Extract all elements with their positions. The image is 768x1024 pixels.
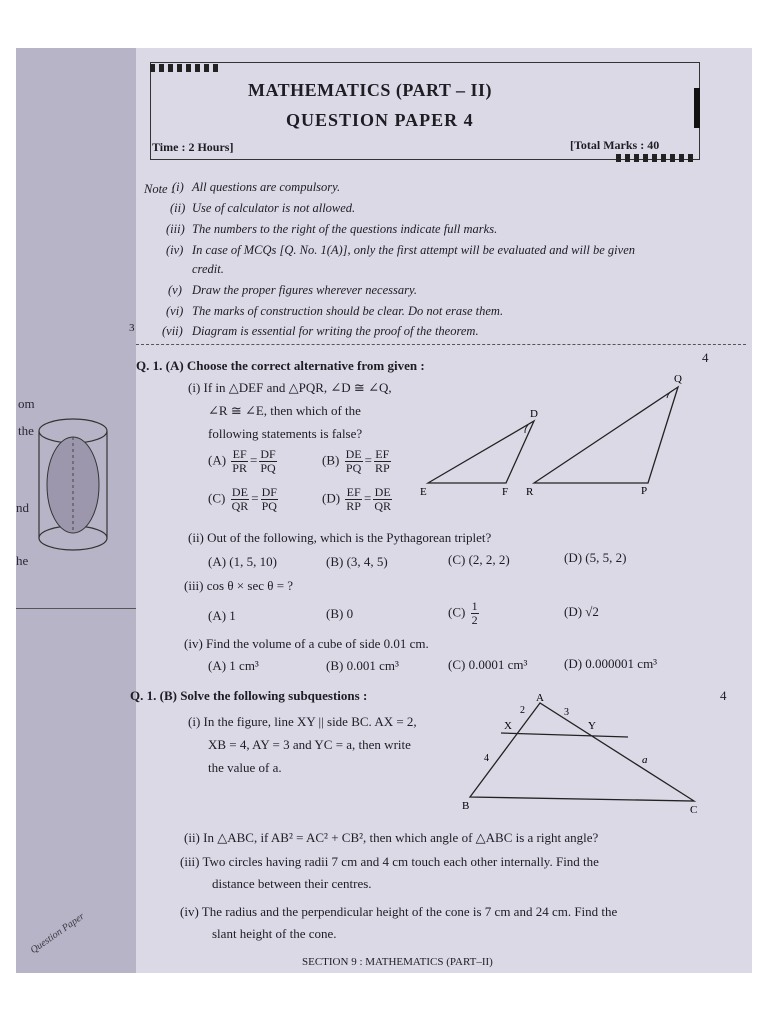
- left-page-corner-text: Question Paper: [28, 910, 87, 957]
- left-page-divider: [16, 608, 144, 609]
- segment-label-xb: 4: [484, 753, 489, 764]
- fraction-numerator: DF: [261, 485, 277, 499]
- q1a-ii-question: (ii) Out of the following, which is the Pythagorean triplet?: [188, 530, 492, 545]
- note-label: Note :: [144, 182, 175, 196]
- cylinder-sphere-figure: [36, 403, 111, 563]
- vertex-label-r: R: [526, 486, 534, 498]
- fraction-denominator: RP: [346, 499, 361, 513]
- q1a-i-line: following statements is false?: [208, 426, 363, 441]
- note-number: (vi): [166, 304, 184, 318]
- segment-label-yc: a: [642, 754, 648, 766]
- note-number: (iv): [166, 243, 184, 257]
- q1b-marks: 4: [720, 688, 727, 703]
- equals-sign: =: [364, 452, 372, 468]
- note-text: The marks of construction should be clear. Do not erase them.: [192, 304, 504, 318]
- q1a-marks: 4: [702, 350, 709, 365]
- paper-title: MATHEMATICS (PART – II): [248, 80, 493, 100]
- left-facing-page: [16, 48, 144, 973]
- fraction-numerator: DE: [374, 485, 391, 499]
- triangle-abc: [470, 703, 694, 801]
- option-label: (A): [208, 452, 227, 468]
- q1b-ii-question: (ii) In △ABC, if AB² = AC² + CB², then which angle of △ABC is a right angle?: [184, 830, 599, 845]
- note-text: In case of MCQs [Q. No. 1(A)], only the first attempt will be evaluated and will be given: [192, 243, 635, 257]
- margin-number: 3: [129, 322, 135, 334]
- q1a-iv-option-d: (D) 0.000001 cm³: [564, 656, 658, 671]
- paper-subtitle: QUESTION PAPER 4: [286, 110, 474, 130]
- q1a-iv-option-a: (A) 1 cm³: [208, 658, 259, 673]
- q1a-iv-option-b: (B) 0.001 cm³: [326, 658, 399, 673]
- line-xy: [501, 733, 628, 737]
- vertex-label-c: C: [690, 804, 698, 813]
- q1b-i-line: the value of a.: [208, 760, 282, 775]
- q1b-heading: Q. 1. (B) Solve the following subquestions :: [130, 688, 368, 703]
- q1a-i-option-c: [208, 486, 280, 513]
- q1a-iii-option-c: [448, 600, 481, 627]
- fraction-numerator: EF: [232, 447, 247, 461]
- q1a-ii-option-c: (C) (2, 2, 2): [448, 552, 510, 567]
- fraction-denominator: PQ: [345, 461, 362, 475]
- left-page-text: the: [18, 423, 34, 438]
- q1a-ii-option-a: (A) (1, 5, 10): [208, 554, 277, 569]
- header-decoration: [616, 154, 696, 162]
- q1b-iii-line: distance between their centres.: [212, 876, 372, 891]
- option-label: (C): [448, 604, 466, 620]
- fraction-denominator: PQ: [260, 461, 276, 475]
- total-marks: [Total Marks : 40: [570, 138, 660, 152]
- option-label: (B): [322, 452, 340, 468]
- note-text: Use of calculator is not allowed.: [192, 201, 356, 215]
- fraction-numerator: DE: [231, 485, 248, 499]
- q1b-iv-line: (iv) The radius and the perpendicular height of the cone is 7 cm and 24 cm. Find the: [180, 904, 618, 919]
- note-text: All questions are compulsory.: [192, 180, 341, 194]
- fraction-denominator: PR: [232, 461, 247, 475]
- segment-label-ax: 2: [520, 705, 525, 716]
- q1a-i-line: (i) If in △DEF and △PQR, ∠D ≅ ∠Q,: [188, 380, 392, 395]
- equals-sign: =: [249, 452, 258, 468]
- note-text: credit.: [192, 262, 224, 276]
- time-allowed: Time : 2 Hours]: [152, 140, 234, 154]
- vertex-label-e: E: [420, 486, 427, 498]
- fraction-numerator: DF: [260, 447, 276, 461]
- option-label: (C): [208, 490, 226, 506]
- q1a-iii-option-a: (A) 1: [208, 608, 236, 623]
- fraction-numerator: EF: [375, 447, 390, 461]
- q1b-iii-line: (iii) Two circles having radii 7 cm and 4 cm touch each other internally. Find the: [180, 854, 599, 869]
- note-number: (ii): [170, 201, 186, 215]
- note-text: Diagram is essential for writing the proof of the theorem.: [192, 324, 479, 338]
- fraction-numerator: DE: [345, 447, 362, 461]
- fraction-denominator: QR: [374, 499, 391, 513]
- left-page-text: nd: [16, 500, 29, 515]
- fraction-numerator: EF: [346, 485, 361, 499]
- q1a-iii-option-d: (D) √2: [564, 604, 599, 619]
- fraction-denominator: 2: [471, 613, 478, 627]
- header-side-bar: [694, 88, 700, 128]
- q1b-i-line: XB = 4, AY = 3 and YC = a, then write: [208, 737, 411, 752]
- vertex-label-q: Q: [674, 373, 682, 385]
- equals-sign: =: [251, 490, 259, 506]
- q1a-heading: Q. 1. (A) Choose the correct alternative from given :: [136, 358, 425, 373]
- point-label-y: Y: [588, 720, 596, 732]
- option-label: (D): [322, 490, 341, 506]
- triangle-pqr: [534, 387, 678, 483]
- header-decoration: [150, 64, 220, 72]
- segment-label-ay: 3: [564, 707, 569, 718]
- question-paper-page: [129, 48, 752, 973]
- equals-sign: =: [363, 490, 372, 506]
- vertex-label-p: P: [641, 485, 648, 497]
- q1a-i-line: ∠R ≅ ∠E, then which of the: [208, 403, 361, 418]
- left-page-text: he: [16, 553, 29, 568]
- section-divider: [136, 344, 746, 345]
- photo-frame: [16, 48, 752, 973]
- q1a-ii-option-d: (D) (5, 5, 2): [564, 550, 627, 565]
- q1a-i-option-b: [322, 448, 393, 475]
- left-page-text: om: [18, 396, 35, 411]
- vertex-label-f: F: [502, 486, 509, 498]
- vertex-label-a: A: [536, 693, 544, 704]
- q1a-iv-option-c: (C) 0.0001 cm³: [448, 657, 528, 672]
- note-number: (vii): [162, 324, 183, 338]
- q1a-iii-option-b: (B) 0: [326, 606, 354, 621]
- q1b-i-line: (i) In the figure, line XY || side BC. AX = 2,: [188, 714, 417, 729]
- note-number: (i): [172, 180, 184, 194]
- page-footer: SECTION 9 : MATHEMATICS (PART–II): [302, 956, 493, 968]
- fraction-denominator: QR: [231, 499, 249, 513]
- note-text: Draw the proper figures wherever necessary.: [192, 283, 417, 297]
- similar-triangles-figure: [416, 373, 686, 503]
- fraction-denominator: RP: [374, 461, 390, 475]
- q1a-i-option-a: [208, 448, 279, 475]
- fraction-numerator: 1: [471, 599, 478, 613]
- point-label-x: X: [504, 720, 512, 732]
- vertex-label-b: B: [462, 800, 470, 812]
- triangle-abc-figure: [456, 693, 706, 813]
- triangle-def: [428, 421, 534, 483]
- q1a-iv-question: (iv) Find the volume of a cube of side 0.01 cm.: [184, 636, 429, 651]
- note-text: The numbers to the right of the questions indicate full marks.: [192, 222, 498, 236]
- q1a-i-option-d: [322, 486, 394, 513]
- q1a-ii-option-b: (B) (3, 4, 5): [326, 554, 388, 569]
- note-number: (v): [168, 283, 182, 297]
- q1a-iii-question: (iii) cos θ × sec θ = ?: [184, 578, 294, 593]
- vertex-label-d: D: [530, 408, 538, 420]
- q1b-iv-line: slant height of the cone.: [212, 926, 337, 941]
- note-number: (iii): [166, 222, 185, 236]
- fraction-denominator: PQ: [261, 499, 277, 513]
